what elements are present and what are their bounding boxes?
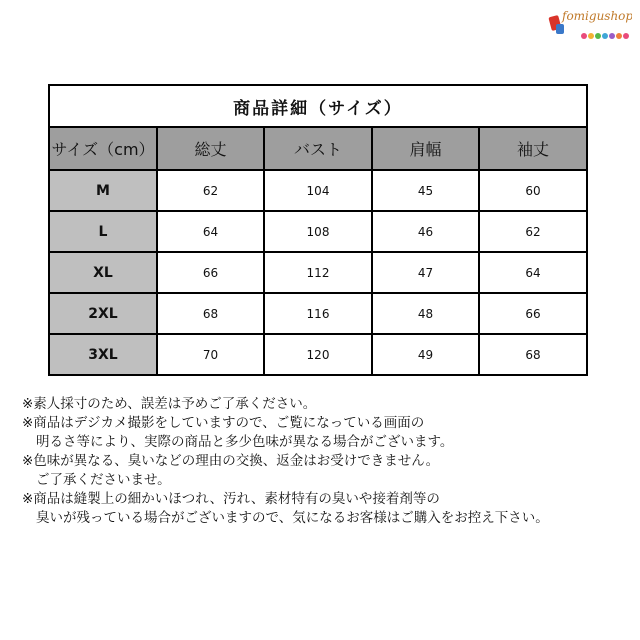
bust-cell: 116 xyxy=(264,293,372,334)
size-label: 3XL xyxy=(49,334,157,375)
length-cell: 68 xyxy=(157,293,264,334)
sleeve-cell: 66 xyxy=(479,293,587,334)
table-row xyxy=(49,293,587,334)
header-bust: バスト xyxy=(264,127,372,170)
shoulder-cell: 46 xyxy=(372,211,479,252)
bust-cell: 112 xyxy=(264,252,372,293)
bust-cell: 104 xyxy=(264,170,372,211)
note-line: ※色味が異なる、臭いなどの理由の交換、返金はお受けできません。 xyxy=(22,453,440,469)
bust-cell: 108 xyxy=(264,211,372,252)
logo-text: fomigushop xyxy=(562,9,632,23)
note-line: 臭いが残っている場合がございますので、気になるお客様はご購入をお控え下さい。 xyxy=(36,510,549,526)
table-row xyxy=(49,252,587,293)
header-sleeve: 袖丈 xyxy=(479,127,587,170)
shoulder-cell: 49 xyxy=(372,334,479,375)
table-row xyxy=(49,170,587,211)
note-line: ご了承くださいませ。 xyxy=(36,472,171,488)
length-cell: 64 xyxy=(157,211,264,252)
note-line: ※素人採寸のため、誤差は予めご了承ください。 xyxy=(22,396,317,412)
size-label: XL xyxy=(49,252,157,293)
table-row xyxy=(49,334,587,375)
sleeve-cell: 64 xyxy=(479,252,587,293)
shop-logo xyxy=(548,6,632,46)
bust-cell: 120 xyxy=(264,334,372,375)
shoulder-cell: 45 xyxy=(372,170,479,211)
length-cell: 66 xyxy=(157,252,264,293)
table-title-row xyxy=(49,85,587,127)
length-cell: 62 xyxy=(157,170,264,211)
note-line: 明るさ等により、実際の商品と多少色味が異なる場合がございます。 xyxy=(36,434,454,450)
sleeve-cell: 62 xyxy=(479,211,587,252)
notes xyxy=(22,395,632,528)
size-label: 2XL xyxy=(49,293,157,334)
note-line: ※商品はデジカメ撮影をしていますので、ご覧になっている画面の xyxy=(22,415,425,431)
sleeve-cell: 68 xyxy=(479,334,587,375)
size-label: L xyxy=(49,211,157,252)
shoulder-cell: 47 xyxy=(372,252,479,293)
shoulder-cell: 48 xyxy=(372,293,479,334)
table-title: 商品詳細（サイズ） xyxy=(49,85,587,127)
size-table xyxy=(48,84,588,376)
header-size: サイズ（cm） xyxy=(49,127,157,170)
table-header-row xyxy=(49,127,587,170)
header-shoulder: 肩幅 xyxy=(372,127,479,170)
size-label: M xyxy=(49,170,157,211)
length-cell: 70 xyxy=(157,334,264,375)
table-row xyxy=(49,211,587,252)
header-length: 総丈 xyxy=(157,127,264,170)
note-line: ※商品は縫製上の細かいほつれ、汚れ、素材特有の臭いや接着剤等の xyxy=(22,491,440,507)
sleeve-cell: 60 xyxy=(479,170,587,211)
